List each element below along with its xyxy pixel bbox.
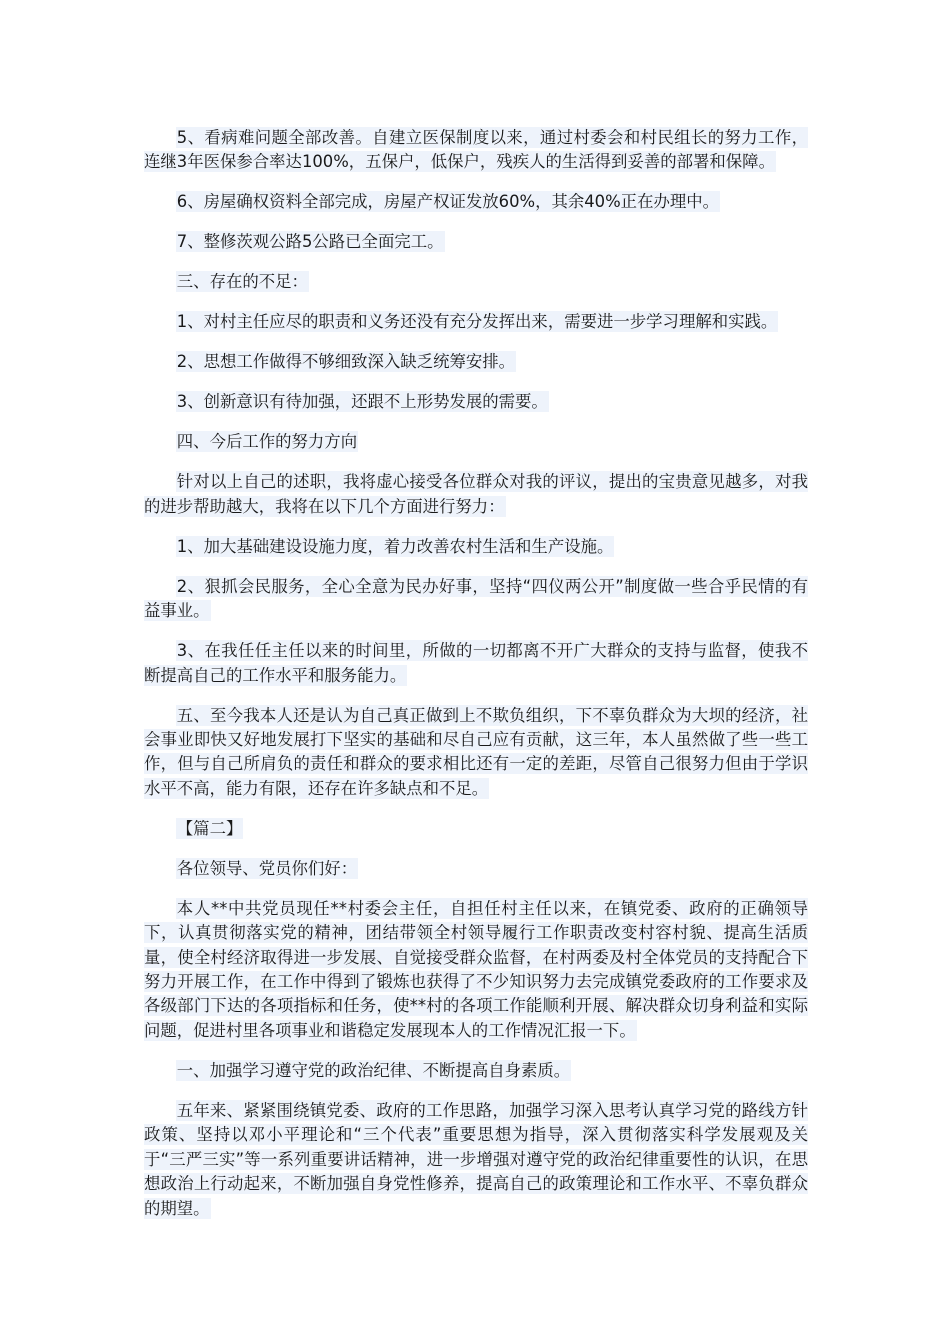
section-heading-study: 一、加强学习遵守党的政治纪律、不断提高自身素质。	[176, 1060, 571, 1080]
paragraph-shortcoming-1: 1、对村主任应尽的职责和义务还没有充分发挥出来，需要进一步学习理解和实践。	[176, 312, 778, 332]
paragraph-shortcoming-3: 3、创新意识有待加强，还跟不上形势发展的需要。	[176, 392, 548, 412]
paragraph-study: 五年来、紧紧围绕镇党委、政府的工作思路，加强学习深入思考认真学习党的路线方针政策、坚持以邓小平理论和“三个代表”重要思想为指导，深入贯彻落实科学发展观及关于“三严三实”等一系列重要讲话精神，进一步增强对遵守党的政治纪律重要性的认识，在思想政治上行动起来，不断加强自身党性修养，提高自己的政策理论和工作水平、不辜负群众的期望。	[144, 1100, 808, 1218]
paragraph-conclusion: 五、至今我本人还是认为自己真正做到上不欺负组织，下不辜负群众为大坝的经济，社会事业即快又好地发展打下坚实的基础和尽自己应有贡献，这三年，本人虽然做了些一些工作，但与自己所肩负的责任和群众的要求相比还有一定的差距，尽管自己很努力但由于学识水平不高，能力有限，还存在许多缺点和不足。	[144, 705, 808, 798]
paragraph-shortcoming-2: 2、思想工作做得不够细致深入缺乏统筹安排。	[176, 352, 516, 372]
paragraph-future-3: 3、在我任任主任以来的时间里，所做的一切都离不开广大群众的支持与监督，使我不断提高自己的工作水平和服务能力。	[144, 641, 808, 685]
part-heading: 【篇二】	[176, 818, 243, 838]
paragraph-future-intro: 针对以上自己的述职，我将虚心接受各位群众对我的评议，提出的宝贵意见越多，对我的进步帮助越大，我将在以下几个方面进行努力：	[144, 472, 808, 516]
paragraph-road: 7、整修茨观公路5公路已全面完工。	[176, 232, 444, 252]
salutation: 各位领导、党员你们好：	[176, 858, 358, 878]
paragraph-self-intro: 本人**中共党员现任**村委会主任，自担任村主任以来，在镇党委、政府的正确领导下，认真贯彻落实党的精神，团结带领全村领导履行工作职责改变村容村貌、提高生活质量，使全村经济取得进一步发展、自觉接受群众监督，在村两委及村全体党员的支持配合下努力开展工作，在工作中得到了锻炼也获得了不少知识努力去完成镇党委政府的工作要求及各级部门下达的各项指标和任务，使**村的各项工作能顺利开展、解决群众切身利益和实际问题，促进村里各项事业和谐稳定发展现本人的工作情况汇报一下。	[144, 898, 808, 1040]
section-heading-future: 四、今后工作的努力方向	[176, 432, 358, 452]
paragraph-housing: 6、房屋确权资料全部完成，房屋产权证发放60%，其余40%正在办理中。	[176, 192, 720, 212]
section-heading-shortcomings: 三、存在的不足：	[176, 272, 308, 292]
document-page	[144, 126, 808, 1237]
paragraph-future-1: 1、加大基础建设设施力度，着力改善农村生活和生产设施。	[176, 536, 614, 556]
paragraph-medical: 5、看病难问题全部改善。自建立医保制度以来，通过村委会和村民组长的努力工作，连继3年医保参合率达100%，五保户，低保户，残疾人的生活得到妥善的部署和保障。	[144, 128, 808, 172]
paragraph-future-2: 2、狠抓会民服务，全心全意为民办好事，坚持“四仪两公开”制度做一些合乎民情的有益事业。	[144, 576, 808, 621]
